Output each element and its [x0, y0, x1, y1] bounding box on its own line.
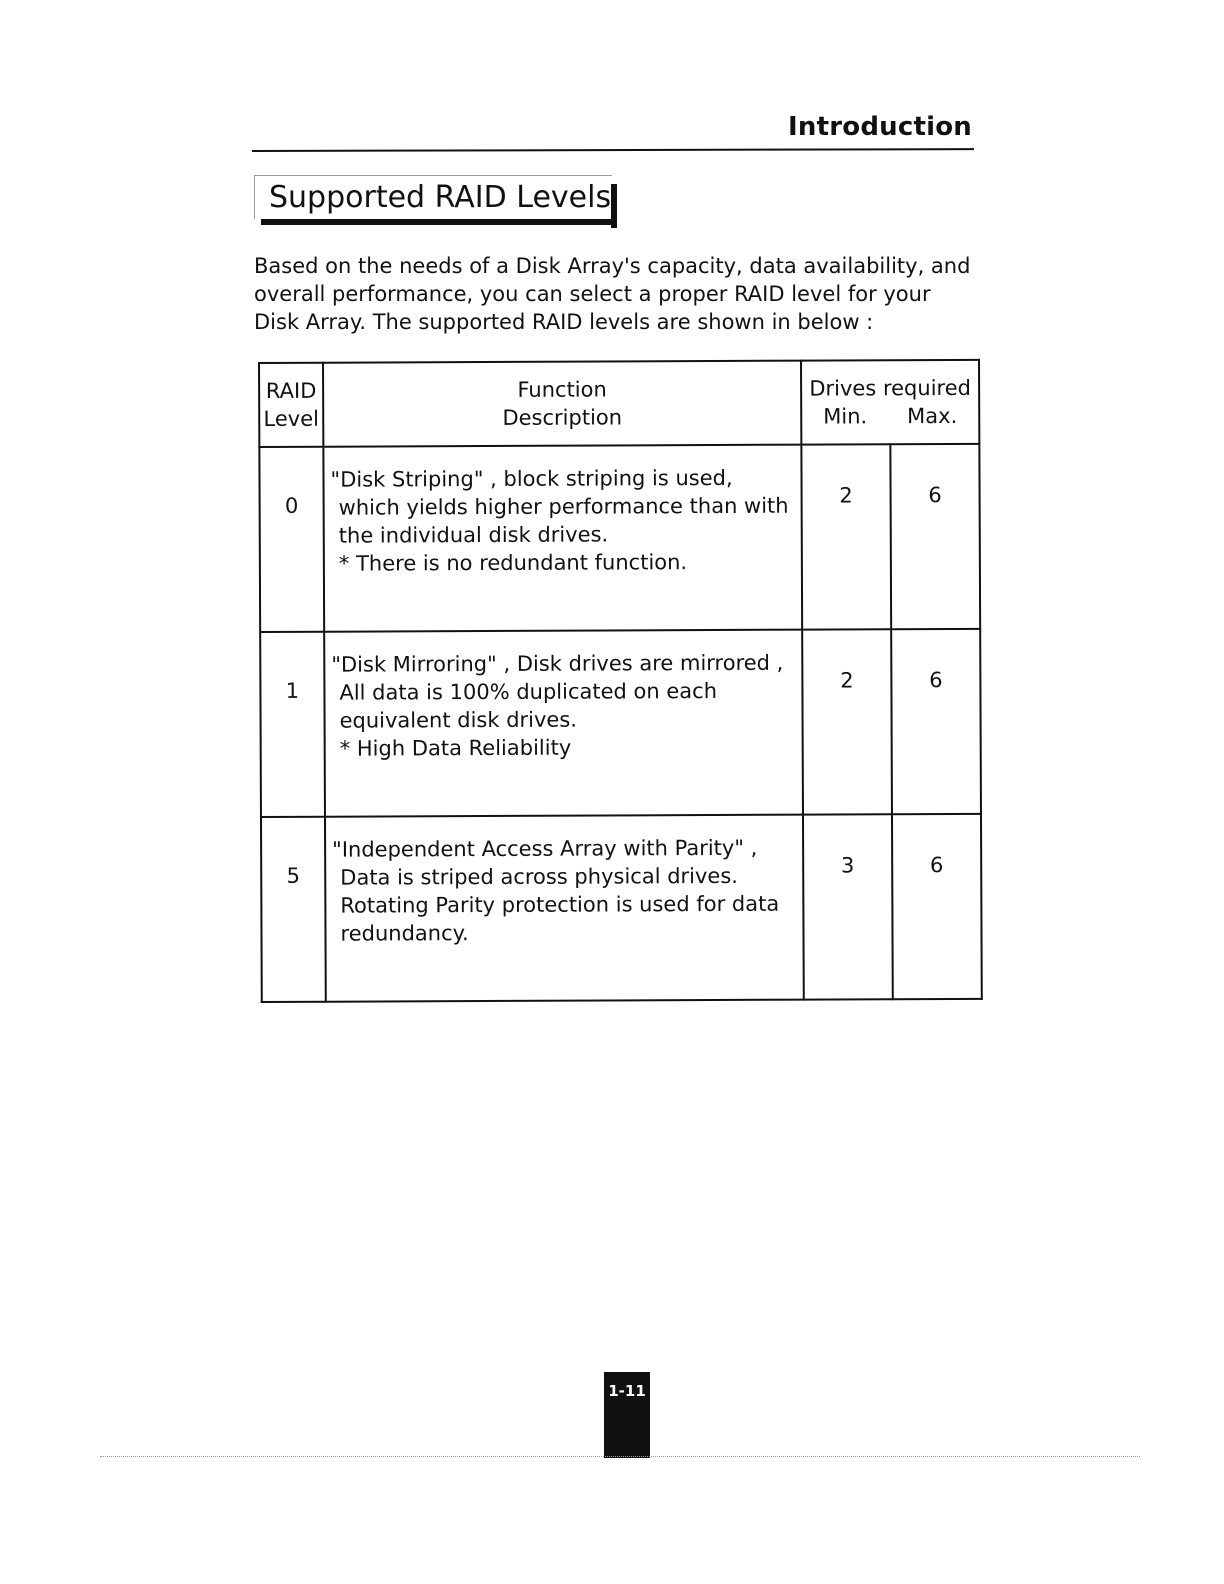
page-number-tab [604, 1372, 650, 1458]
function-description-cell [324, 630, 803, 817]
raid-levels-table [258, 359, 983, 1003]
description-line: redundancy. [340, 921, 469, 946]
raid-level-cell: 1 [260, 632, 325, 817]
intro-line: Based on the needs of a Disk Array's capacity, data availability, and [254, 254, 971, 278]
header-max: Max. [907, 403, 958, 429]
header-text: Level [263, 406, 320, 431]
header-drives-required [801, 360, 979, 445]
table-header-row [259, 360, 979, 447]
intro-line: Disk Array. The supported RAID levels are shown in below : [254, 310, 874, 334]
description-line: * High Data Reliability [339, 735, 572, 761]
header-min: Min. [823, 404, 868, 429]
max-drives-cell: 6 [892, 814, 982, 999]
header-rule [252, 148, 974, 152]
page-number: 1-11 [608, 1382, 646, 1400]
min-drives-cell: 2 [801, 444, 891, 629]
description-line: equivalent disk drives. [339, 707, 577, 733]
header-raid-level [259, 363, 323, 447]
raid-level-cell: 0 [259, 447, 324, 632]
header-text: Function [517, 377, 607, 402]
description-line: Data is striped across physical drives. [340, 863, 738, 890]
table-row [261, 814, 982, 1002]
description-line: which yields higher performance than with [338, 493, 789, 520]
function-description-cell [325, 815, 804, 1002]
description-line: Rotating Parity protection is used for data [340, 891, 780, 918]
min-drives-cell: 3 [803, 814, 893, 999]
header-text: Drives required [809, 375, 971, 401]
description-line: * There is no redundant function. [338, 550, 688, 576]
min-drives-cell: 2 [802, 629, 892, 814]
max-drives-cell: 6 [890, 444, 980, 629]
description-line: All data is 100% duplicated on each [339, 679, 718, 705]
section-heading-box [254, 175, 612, 219]
description-line: "Independent Access Array with Parity" , [332, 835, 758, 862]
function-description-cell [323, 445, 802, 632]
header-text: Description [502, 405, 623, 430]
intro-line: overall performance, you can select a proper RAID level for your [254, 282, 931, 306]
chapter-title: Introduction [788, 112, 972, 142]
description-line: "Disk Mirroring" , Disk drives are mirrored , [331, 650, 784, 677]
table-row [259, 444, 980, 632]
header-text: RAID [265, 378, 317, 403]
description-line: "Disk Striping" , block striping is used, [330, 465, 733, 492]
header-function [323, 361, 801, 447]
raid-level-cell: 5 [261, 817, 326, 1002]
intro-paragraph [254, 252, 984, 336]
table-row [260, 629, 981, 817]
bottom-scan-line [100, 1456, 1140, 1457]
section-title: Supported RAID Levels [269, 180, 612, 215]
description-line: the individual disk drives. [338, 522, 609, 548]
max-drives-cell: 6 [891, 629, 981, 814]
